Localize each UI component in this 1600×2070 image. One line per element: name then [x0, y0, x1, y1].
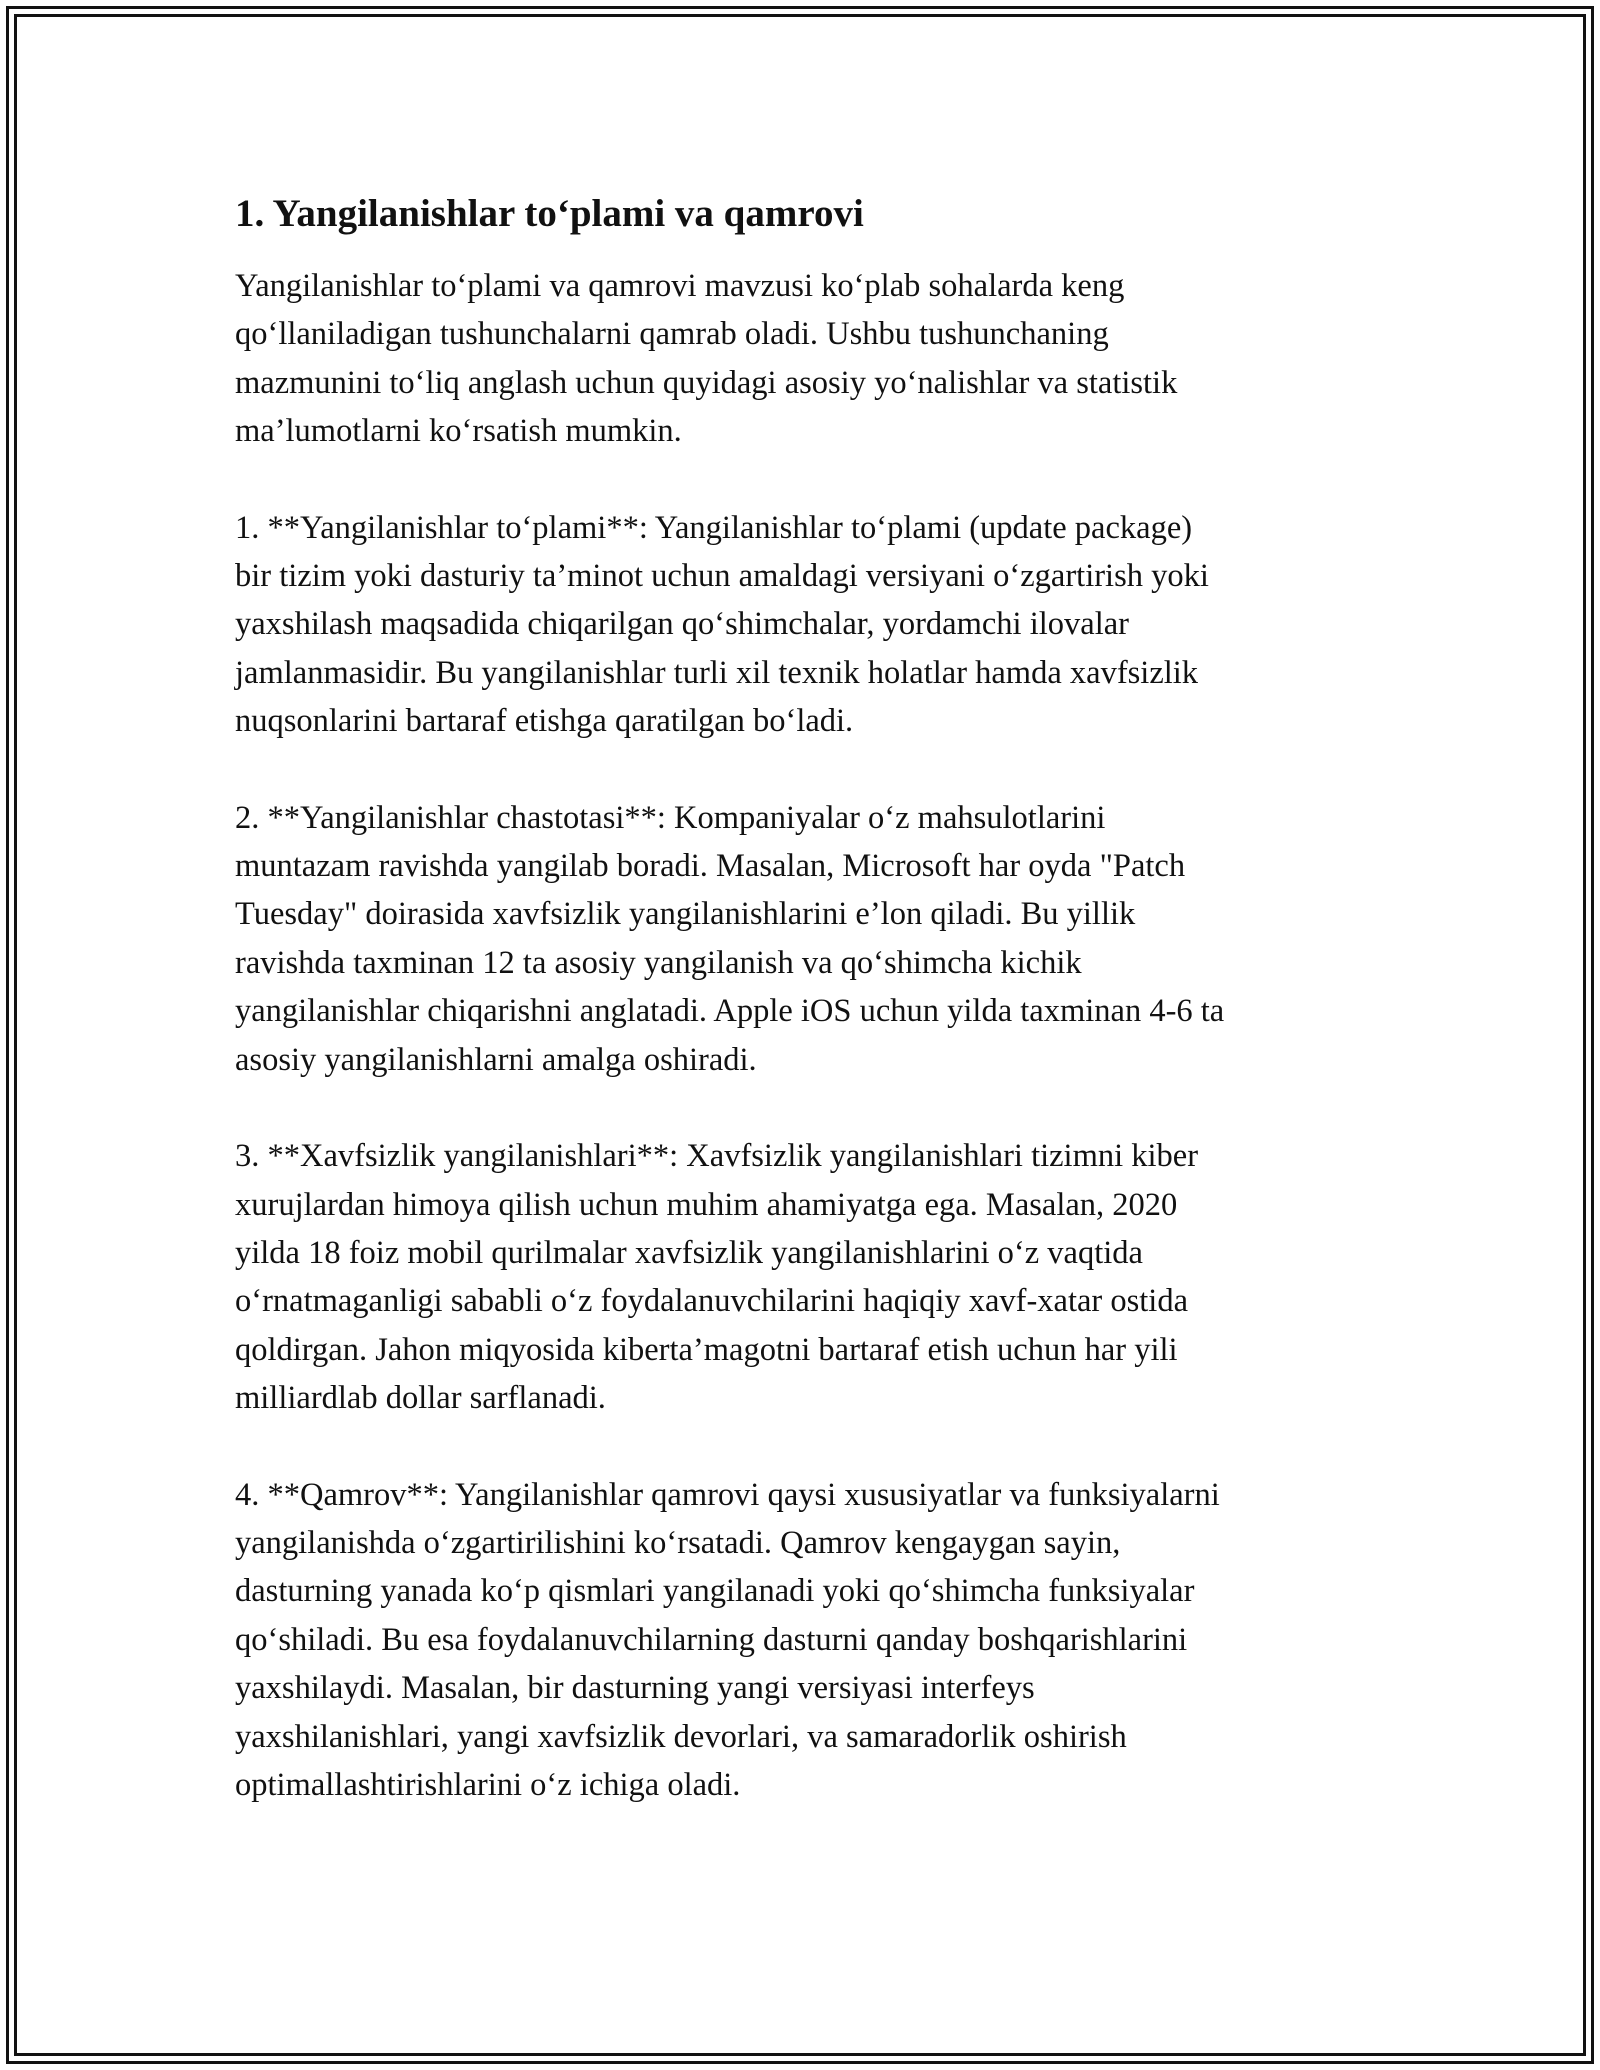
list-item-security-updates [235, 1132, 1385, 1422]
text-line: qo‘shiladi. Bu esa foydalanuvchilarning dasturni qanday boshqarishlarini [235, 1621, 1188, 1658]
text-line: muntazam ravishda yangilab boradi. Masalan, Microsoft har oyda "Patch [235, 848, 1186, 885]
intro-paragraph [235, 262, 1385, 456]
text-line: yaxshilaydi. Masalan, bir dasturning yangi versiyasi interfeys [235, 1670, 1035, 1707]
text-line: yangilanishlar chiqarishni anglatadi. Apple iOS uchun yilda taxminan 4-6 ta [235, 993, 1225, 1030]
list-item-update-frequency [235, 794, 1385, 1084]
text-line: 3. **Xavfsizlik yangilanishlari**: Xavfsizlik yangilanishlari tizimni kiber [235, 1138, 1199, 1175]
text-line: asosiy yangilanishlarni amalga oshiradi. [235, 1041, 757, 1078]
document-body [235, 186, 1385, 1857]
text-line: milliardlab dollar sarflanadi. [235, 1380, 606, 1417]
text-line: ma’lumotlarni ko‘rsatish mumkin. [235, 413, 682, 450]
text-line: qoldirgan. Jahon miqyosida kiberta’magotni bartaraf etish uchun har yili [235, 1331, 1178, 1368]
section-heading: 1. Yangilanishlar to‘plami va qamrovi [235, 192, 864, 235]
text-line: bir tizim yoki dasturiy ta’minot uchun amaldagi versiyani o‘zgartirish yoki [235, 558, 1209, 595]
text-line: Tuesday" doirasida xavfsizlik yangilanishlarini e’lon qiladi. Bu yillik [235, 896, 1136, 933]
text-line: 2. **Yangilanishlar chastotasi**: Kompaniyalar o‘z mahsulotlarini [235, 799, 1106, 836]
text-line: dasturning yanada ko‘p qismlari yangilanadi yoki qo‘shimcha funksiyalar [235, 1573, 1195, 1610]
text-line: nuqsonlarini bartaraf etishga qaratilgan bo‘ladi. [235, 703, 854, 740]
text-line: 1. **Yangilanishlar to‘plami**: Yangilanishlar to‘plami (update package) [235, 509, 1193, 546]
text-line: optimallashtirishlarini o‘z ichiga oladi. [235, 1766, 741, 1803]
text-line: jamlanmasidir. Bu yangilanishlar turli xil texnik holatlar hamda xavfsizlik [235, 654, 1199, 691]
text-line: yaxshilanishlari, yangi xavfsizlik devorlari, va samaradorlik oshirish [235, 1718, 1127, 1755]
text-line: xurujlardan himoya qilish uchun muhim ahamiyatga ega. Masalan, 2020 [235, 1186, 1178, 1223]
text-line: mazmunini to‘liq anglash uchun quyidagi asosiy yo‘nalishlar va statistik [235, 364, 1178, 401]
text-line: yangilanishda o‘zgartirilishini ko‘rsatadi. Qamrov kengaygan sayin, [235, 1524, 1121, 1561]
text-line: yaxshilash maqsadida chiqarilgan qo‘shimchalar, yordamchi ilovalar [235, 606, 1129, 643]
text-line: ravishda taxminan 12 ta asosiy yangilanish va qo‘shimcha kichik [235, 944, 1082, 981]
text-line: 4. **Qamrov**: Yangilanishlar qamrovi qaysi xususiyatlar va funksiyalarni [235, 1476, 1220, 1513]
list-item-update-package [235, 504, 1385, 746]
text-line: yilda 18 foiz mobil qurilmalar xavfsizlik yangilanishlarini o‘z vaqtida [235, 1234, 1143, 1271]
list-item-scope [235, 1471, 1385, 1810]
text-line: Yangilanishlar to‘plami va qamrovi mavzusi ko‘plab sohalarda keng [235, 268, 1125, 304]
text-line: o‘rnatmaganligi sababli o‘z foydalanuvchilarini haqiqiy xavf-xatar ostida [235, 1283, 1189, 1320]
text-line: qo‘llaniladigan tushunchalarni qamrab oladi. Ushbu tushunchaning [235, 316, 1109, 353]
